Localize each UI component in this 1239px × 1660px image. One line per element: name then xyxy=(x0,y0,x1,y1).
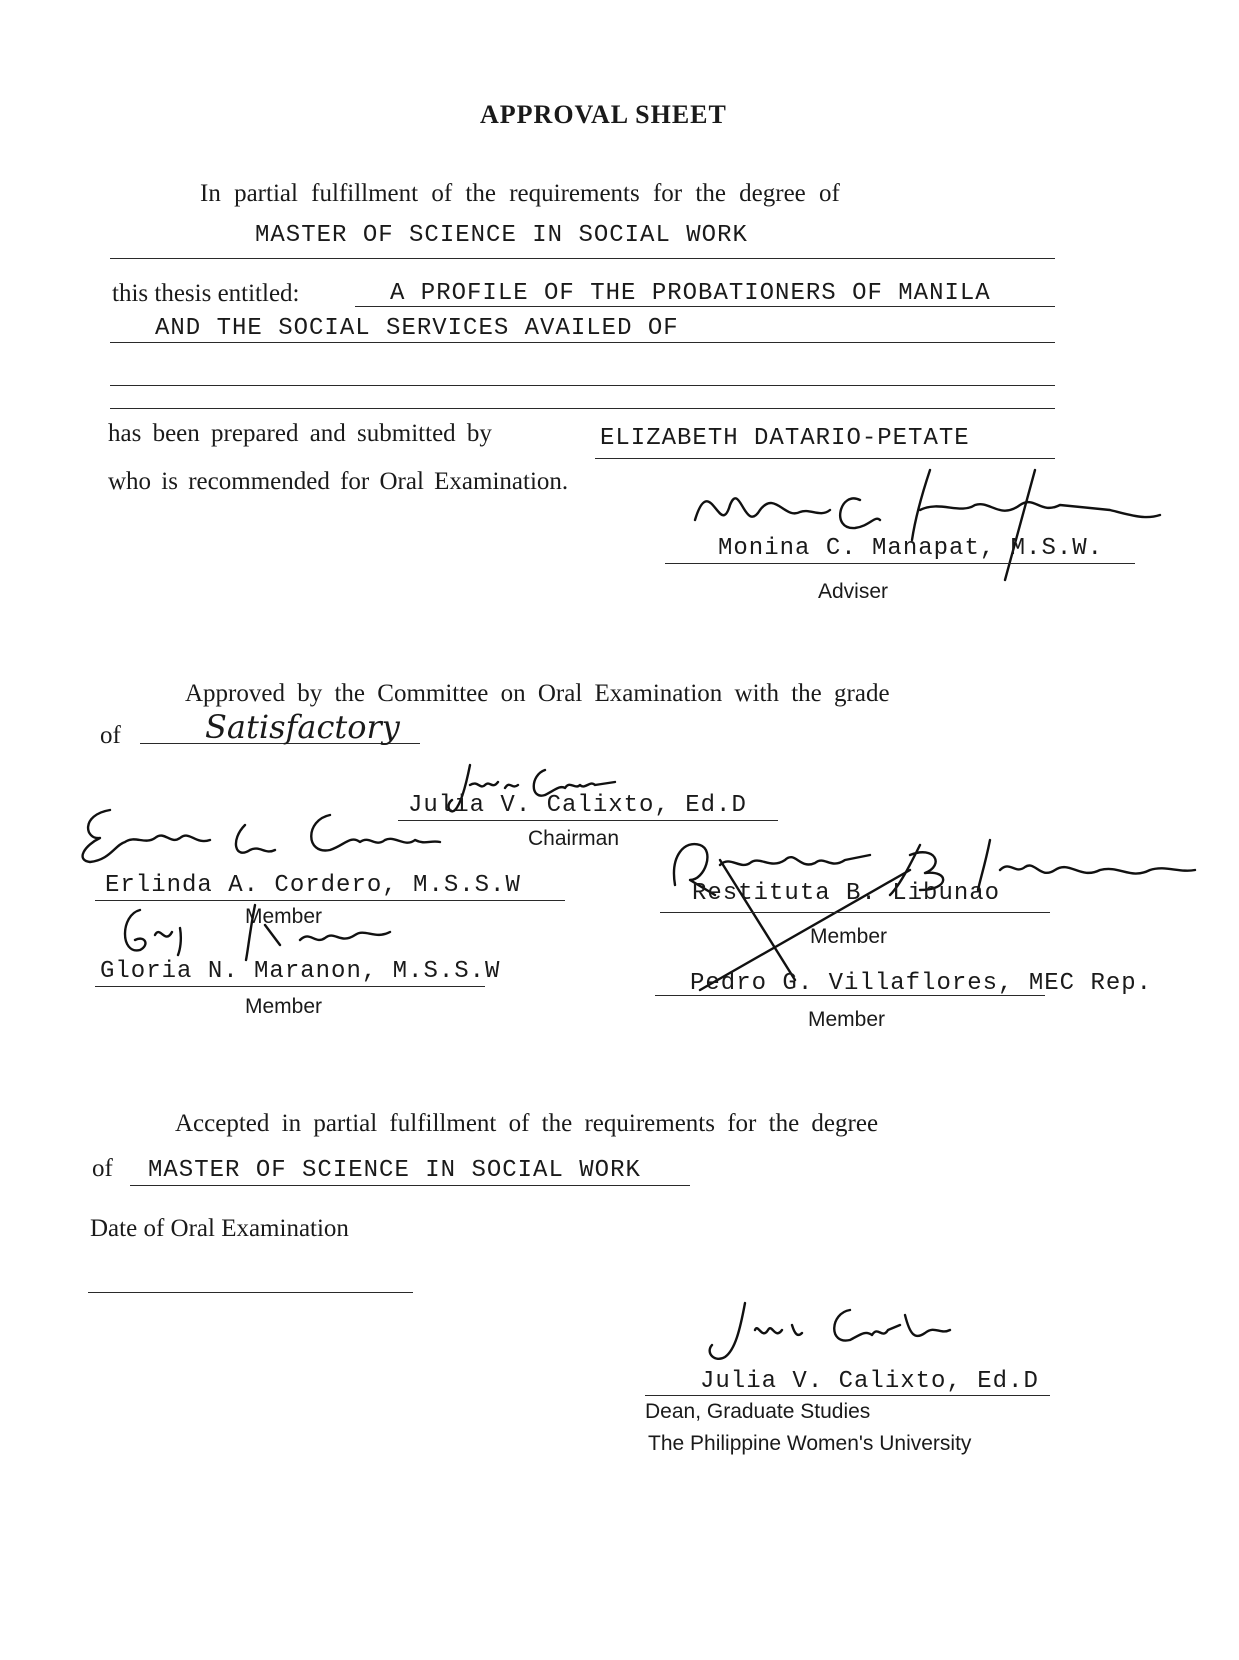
adviser-name: Monina C. Manapat, M.S.W. xyxy=(718,535,1104,562)
thesis-underline-4 xyxy=(110,408,1055,409)
thesis-label: this thesis entitled: xyxy=(112,280,300,307)
adviser-role: Adviser xyxy=(818,580,889,603)
dean-name: Julia V. Calixto, Ed.D xyxy=(700,1368,1039,1395)
thesis-title-line-1: A PROFILE OF THE PROBATIONERS OF MANILA xyxy=(390,280,991,307)
member-4-signature-line xyxy=(655,995,1045,996)
dean-institution: The Philippine Women's University xyxy=(648,1432,972,1455)
degree-name: MASTER OF SCIENCE IN SOCIAL WORK xyxy=(255,222,748,249)
member-2-role: Member xyxy=(810,925,888,948)
oral-exam-date-label: Date of Oral Examination xyxy=(90,1215,349,1242)
chairman-role: Chairman xyxy=(528,827,620,850)
member-3-signature-line xyxy=(95,986,485,987)
grade-of-label: of xyxy=(100,722,121,749)
member-4-role: Member xyxy=(808,1008,886,1031)
member-3-role: Member xyxy=(245,995,323,1018)
fulfillment-statement: In partial fulfillment of the requirements for the degree of xyxy=(200,180,840,207)
member-2-signature-line xyxy=(660,912,1050,913)
author-underline xyxy=(595,458,1055,459)
thesis-underline-1 xyxy=(355,306,1055,307)
recommendation-statement: who is recommended for Oral Examination. xyxy=(108,468,569,495)
member-3-name: Gloria N. Maranon, M.S.S.W xyxy=(100,958,501,985)
oral-exam-date-line xyxy=(88,1292,413,1293)
author-name: ELIZABETH DATARIO-PETATE xyxy=(600,425,970,452)
thesis-underline-3 xyxy=(110,385,1055,386)
chairman-name: Julia V. Calixto, Ed.D xyxy=(408,792,747,819)
acceptance-degree-name: MASTER OF SCIENCE IN SOCIAL WORK xyxy=(148,1157,641,1184)
acceptance-of-label: of xyxy=(92,1155,113,1182)
chairman-signature-line xyxy=(398,820,778,821)
acceptance-degree-underline xyxy=(130,1185,690,1186)
dean-signature xyxy=(700,1295,960,1370)
prepared-label: has been prepared and submitted by xyxy=(108,420,492,447)
adviser-signature xyxy=(690,460,1170,585)
committee-approval-statement: Approved by the Committee on Oral Examination with the grade xyxy=(185,680,890,707)
adviser-signature-line xyxy=(665,563,1135,564)
member-1-name: Erlinda A. Cordero, M.S.S.W xyxy=(105,872,521,899)
member-1-signature xyxy=(70,800,450,875)
dean-signature-line xyxy=(645,1395,1050,1396)
degree-underline xyxy=(110,258,1055,259)
page-title: APPROVAL SHEET xyxy=(480,100,727,129)
member-4-name: Pedro G. Villaflores, MEC Rep. xyxy=(690,970,1153,997)
dean-title: Dean, Graduate Studies xyxy=(645,1400,871,1423)
thesis-underline-2 xyxy=(110,342,1055,343)
member-2-name: Restituta B. Libunao xyxy=(692,880,1001,907)
acceptance-statement: Accepted in partial fulfillment of the requirements for the degree xyxy=(175,1110,879,1137)
member-1-role: Member xyxy=(245,905,323,928)
grade-value: Satisfactory xyxy=(205,708,400,746)
thesis-title-line-2: AND THE SOCIAL SERVICES AVAILED OF xyxy=(155,315,679,342)
